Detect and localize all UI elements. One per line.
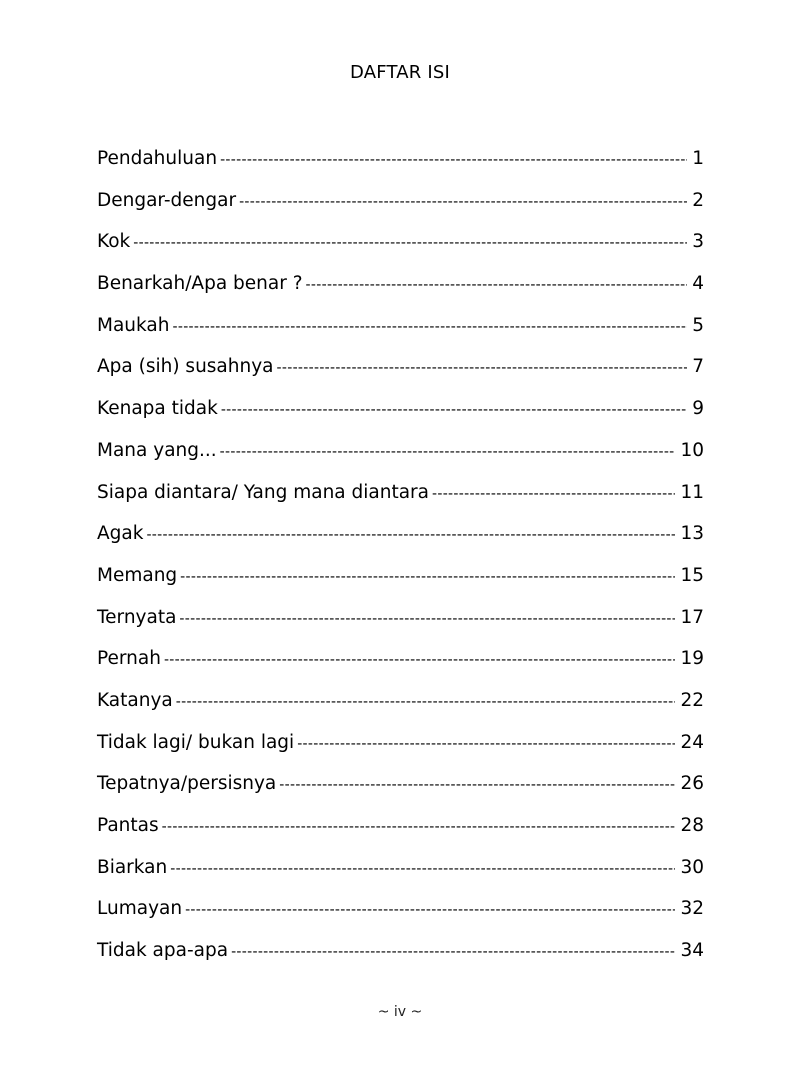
toc-entry: [97, 722, 704, 764]
toc-entry-page: 19: [680, 648, 704, 670]
toc-entry-page: 13: [680, 523, 704, 545]
toc-entry: [97, 305, 704, 347]
toc-entry: [97, 638, 704, 680]
toc-entry-label: Mana yang...: [97, 439, 217, 461]
toc-entry: [97, 597, 704, 639]
toc-entry-label: Kok: [97, 231, 131, 253]
toc-entry-page: 30: [680, 856, 704, 878]
toc-entry-page: 17: [680, 606, 704, 628]
toc-entry-label: Biarkan: [97, 856, 168, 878]
toc-entry: [97, 555, 704, 597]
toc-entry-label: Lumayan: [97, 898, 183, 920]
toc-entry: [97, 930, 704, 972]
toc-dot-leader: [220, 432, 676, 474]
toc-entry-page: 28: [680, 815, 704, 836]
toc-entry-page: 26: [680, 773, 704, 795]
toc-entry-label: Benarkah/Apa benar ?: [97, 273, 303, 295]
toc-entry-page: 5: [692, 314, 704, 336]
page-title: DAFTAR ISI: [349, 62, 451, 83]
toc-entry-label: Kenapa tidak: [97, 398, 218, 420]
toc-entry-label: Tidak lagi/ bukan lagi: [97, 731, 295, 753]
toc-entry: [97, 888, 704, 930]
toc-dot-leader: [221, 390, 687, 432]
toc-dot-leader: [279, 765, 675, 807]
toc-entry-page: 1: [692, 148, 704, 169]
toc-entry-label: Siapa diantara/ Yang mana diantara: [97, 481, 429, 503]
toc-entry-label: Tidak apa-apa: [97, 940, 229, 962]
toc-entry-page: 10: [680, 439, 704, 461]
toc-entry-page: 2: [692, 189, 704, 211]
toc-dot-leader: [172, 307, 687, 349]
toc-dot-leader: [180, 557, 675, 599]
toc-entry-label: Katanya: [97, 689, 173, 711]
toc-dot-leader: [164, 640, 676, 682]
toc-entry-page: 24: [680, 731, 704, 753]
toc-entry-label: Apa (sih) susahnya: [97, 356, 274, 378]
toc-entry-page: 11: [680, 481, 704, 503]
toc-entry-label: Tepatnya/persisnya: [97, 773, 277, 795]
toc-entry: [97, 180, 704, 222]
toc-entry: [97, 763, 704, 805]
toc-entry-label: Dengar-dengar: [97, 189, 237, 211]
toc-entry: [97, 263, 704, 305]
toc-entry: [97, 221, 704, 263]
toc-entry: [97, 138, 704, 180]
toc-entry: [97, 513, 704, 555]
toc-entry-page: 3: [692, 231, 704, 253]
toc-entry-page: 22: [680, 689, 704, 711]
toc-entry-page: 4: [692, 273, 704, 295]
toc-dot-leader: [185, 890, 675, 932]
table-of-contents: [97, 138, 704, 972]
toc-entry-page: 7: [692, 356, 704, 378]
toc-entry: [97, 472, 704, 514]
toc-entry-label: Ternyata: [97, 606, 177, 628]
toc-dot-leader: [162, 807, 676, 849]
toc-dot-leader: [146, 515, 675, 557]
toc-entry: [97, 388, 704, 430]
toc-entry-label: Maukah: [97, 314, 170, 336]
toc-entry: [97, 805, 704, 847]
toc-dot-leader: [306, 265, 688, 307]
page-number-footer: ~ iv ~: [377, 1004, 423, 1020]
toc-entry-page: 34: [680, 940, 704, 962]
toc-entry-label: Agak: [97, 523, 144, 545]
toc-entry-label: Pernah: [97, 648, 161, 670]
toc-dot-leader: [297, 724, 675, 766]
toc-entry-page: 15: [680, 564, 704, 586]
toc-dot-leader: [231, 932, 675, 974]
toc-dot-leader: [176, 682, 676, 724]
toc-dot-leader: [220, 140, 687, 182]
toc-entry-label: Pantas: [97, 815, 159, 836]
toc-dot-leader: [432, 474, 675, 516]
toc-entry: [97, 680, 704, 722]
toc-entry: [97, 430, 704, 472]
toc-entry: [97, 346, 704, 388]
toc-dot-leader: [277, 348, 688, 390]
toc-entry-label: Pendahuluan: [97, 148, 218, 169]
toc-dot-leader: [179, 599, 675, 641]
toc-dot-leader: [239, 182, 687, 224]
toc-entry-label: Memang: [97, 564, 178, 586]
toc-entry-page: 32: [680, 898, 704, 920]
toc-dot-leader: [133, 223, 687, 265]
toc-entry-page: 9: [692, 398, 704, 420]
toc-dot-leader: [170, 849, 675, 891]
toc-entry: [97, 847, 704, 889]
